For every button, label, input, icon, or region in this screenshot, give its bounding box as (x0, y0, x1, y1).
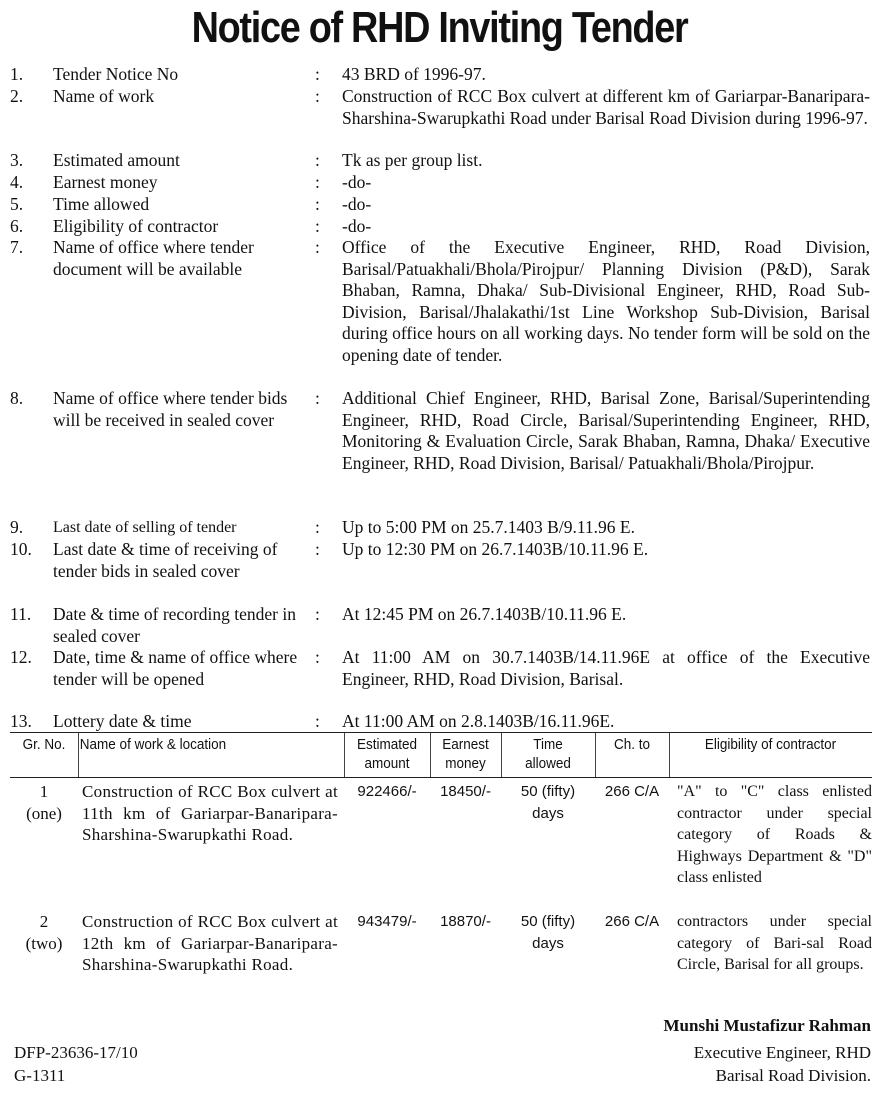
table-header (10, 733, 872, 778)
row-eligibility: contractors under special category of Bari-sal Road Circle, Barisal for all groups. (677, 913, 872, 973)
item-colon: : (315, 64, 320, 84)
column-divider (344, 733, 345, 777)
item-number: 10. (10, 539, 32, 559)
group-table (10, 732, 872, 974)
item-number: 3. (10, 150, 24, 170)
column-divider (595, 733, 596, 777)
row-estimated: 922466/- (357, 783, 417, 800)
item-value: -do- (342, 194, 372, 214)
header-ch-to: Ch. to (613, 736, 651, 753)
header-earnest (434, 735, 498, 773)
item-number: 11. (10, 604, 32, 624)
row-work-name: Construction of RCC Box culvert at 12th km of Gariarpar-Banaripara-Sharshina-Swarupkathi Road. (82, 912, 338, 974)
row-time (501, 781, 595, 824)
item-value: Up to 5:00 PM on 25.7.1403 B/9.11.96 E. (342, 517, 635, 537)
signatory-office: Barisal Road Division. (715, 1066, 871, 1085)
item-colon: : (315, 237, 320, 257)
row-estimated: 943479/- (357, 913, 417, 930)
item-colon: : (315, 517, 320, 537)
item-number: 13. (10, 711, 32, 731)
item-label: Eligibility of contractor (53, 216, 219, 236)
item-number: 7. (10, 237, 24, 257)
row-earnest: 18870/- (440, 913, 491, 930)
item-value: -do- (342, 172, 372, 192)
header-gr-no: Gr. No. (22, 736, 66, 753)
signatory-name: Munshi Mustafizur Rahman (663, 1016, 871, 1035)
item-value: Tk as per group list. (342, 150, 483, 170)
row-ch: 266 C/A (604, 913, 660, 930)
header-time (506, 735, 591, 773)
item-label: Last date of selling of tender (53, 519, 237, 536)
item-colon: : (315, 604, 320, 624)
row-time-line1: 50 (fifty) (520, 913, 576, 930)
item-value: Up to 12:30 PM on 26.7.1403B/10.11.96 E. (342, 539, 649, 559)
item-label: Date, time & name of office where tender will be opened (53, 647, 298, 689)
item-number: 4. (10, 172, 24, 192)
row-time-line2: days (532, 934, 564, 952)
column-divider (669, 733, 670, 777)
item-number: 6. (10, 216, 24, 236)
item-label: Tender Notice No (53, 64, 179, 84)
header-earnest-line2: money (445, 755, 486, 772)
item-colon: : (315, 194, 320, 214)
row-group-word: (one) (26, 803, 62, 823)
item-label: Name of work (53, 86, 155, 106)
item-value: Additional Chief Engineer, RHD, Barisal Zone, Barisal/Superintending Engineer, RHD, Road Circle, Barisal/Superintending Engineer, RHD, Monitoring & Evaluation Circle, Sarak Bhaban, Ramna, Dhaka/ Executive Engineer, RHD, Road Division, Barisal/ Patuakhali/Bhola/Pirojpur. (342, 388, 870, 473)
row-group-digit: 1 (39, 782, 49, 801)
row-work-name: Construction of RCC Box culvert at 11th km of Gariarpar-Banaripara-Sharshina-Swarupkathi Road. (82, 782, 338, 844)
item-colon: : (315, 150, 320, 170)
item-value: 43 BRD of 1996-97. (342, 64, 486, 84)
header-estimated-line2: amount (364, 755, 410, 772)
item-number: 12. (10, 647, 32, 667)
item-value: Office of the Executive Engineer, RHD, Road Division, Barisal/Patuakhali/Bhola/Pirojpur/ Planning Division (P&D), Sarak Bhaban, Ramna, Dhaka/ Sub-Divisional Engineer, RHD, Road Sub-Division, Barisal/Jhalakathi/1st Line Workshop Sub-Division, Barisal during office hours on all working days. No tender form will be sold on the opening date of tender. (342, 237, 870, 365)
reference-code-dfp: DFP-23636-17/10 (14, 1043, 138, 1062)
header-time-line1: Time (533, 736, 563, 753)
item-value: Construction of RCC Box culvert at different km of Gariarpar-Banaripara-Sharshina-Swarupkathi Road under Barisal Road Division during 1996-97. (342, 86, 870, 128)
item-number: 5. (10, 194, 24, 214)
item-colon: : (315, 711, 320, 731)
signatory-title: Executive Engineer, RHD (693, 1043, 871, 1062)
item-value: At 11:00 AM on 2.8.1403B/16.11.96E. (342, 711, 615, 731)
item-number: 9. (10, 517, 24, 537)
item-colon: : (315, 647, 320, 667)
header-time-line2: allowed (525, 755, 571, 772)
item-label: Last date & time of receiving of tender bids in sealed cover (53, 539, 278, 581)
row-group-digit: 2 (39, 912, 49, 931)
row-earnest: 18450/- (440, 783, 491, 800)
item-number: 2. (10, 86, 24, 106)
column-divider (430, 733, 431, 777)
item-colon: : (315, 86, 320, 106)
item-label: Earnest money (53, 172, 158, 192)
column-divider (501, 733, 502, 777)
row-group-word: (two) (25, 933, 63, 953)
item-label: Name of office where tender document will be available (53, 237, 254, 279)
item-number: 1. (10, 64, 24, 84)
row-time-line1: 50 (fifty) (520, 783, 576, 800)
item-label: Lottery date & time (53, 711, 192, 731)
reference-code-g: G-1311 (14, 1066, 66, 1085)
item-colon: : (315, 388, 320, 408)
item-colon: : (315, 539, 320, 559)
header-eligibility: Eligibility of contractor (704, 736, 837, 753)
item-label: Estimated amount (53, 150, 180, 170)
item-colon: : (315, 216, 320, 236)
row-eligibility: "A" to "C" class enlisted contractor under special category of Roads & Highways Department & "D" class enlisted (677, 783, 872, 886)
row-time-line2: days (532, 804, 564, 822)
item-value: -do- (342, 216, 372, 236)
item-value: At 11:00 AM on 30.7.1403B/14.11.96E at office of the Executive Engineer, RHD, Road Division, Barisal. (342, 647, 870, 689)
header-estimated (348, 735, 425, 773)
header-estimated-line1: Estimated (356, 736, 418, 753)
item-colon: : (315, 172, 320, 192)
item-number: 8. (10, 388, 24, 408)
row-group-number (10, 781, 78, 824)
header-earnest-line1: Earnest (442, 736, 489, 753)
item-label: Name of office where tender bids will be received in sealed cover (53, 388, 288, 430)
row-time (501, 911, 595, 954)
row-group-number (10, 911, 78, 954)
item-label: Time allowed (53, 194, 150, 214)
item-label: Date & time of recording tender in sealed cover (53, 604, 296, 646)
header-name: Name of work & location (79, 736, 227, 753)
item-value: At 12:45 PM on 26.7.1403B/10.11.96 E. (342, 604, 627, 624)
row-ch: 266 C/A (604, 783, 660, 800)
notice-title: Notice of RHD Inviting Tender (191, 3, 688, 52)
